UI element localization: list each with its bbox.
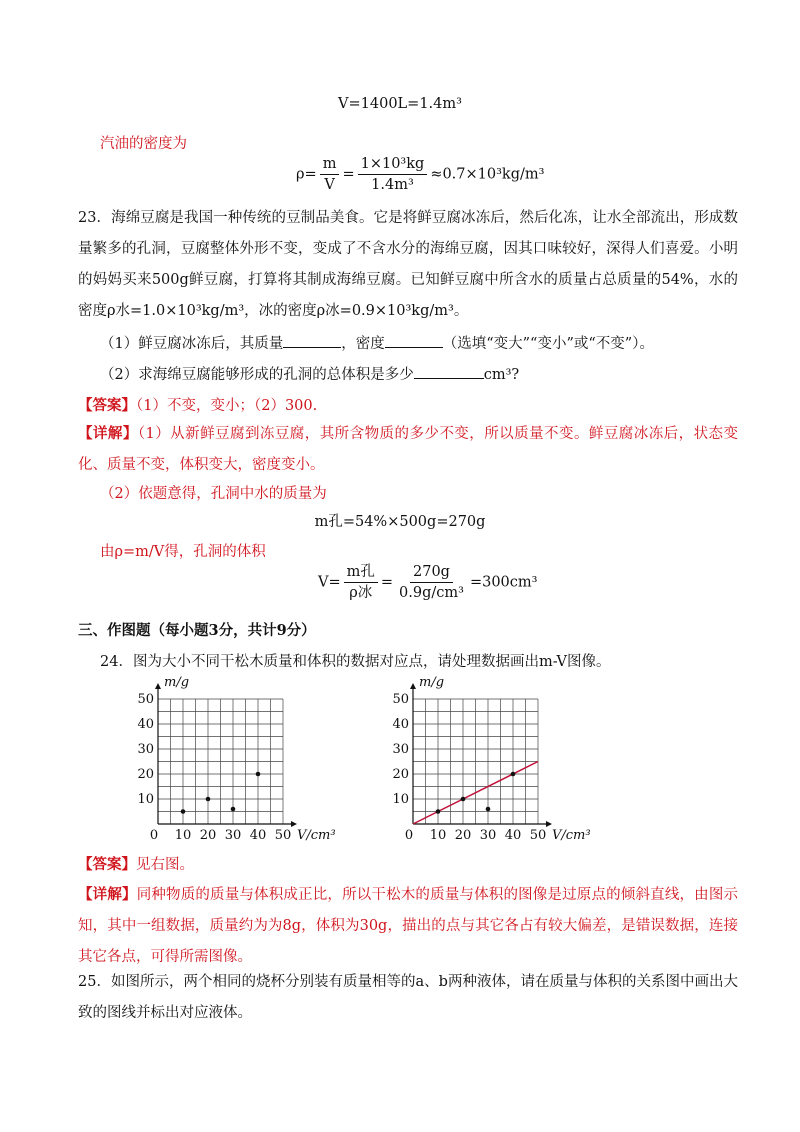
numerator: 270g [410,563,453,583]
detail-text: 同种物质的质量与体积成正比，所以干松木的质量与体积的图像是过原点的倾斜直线，由图示知，其中一组数据，质量约为为8g，体积为30g，描出的点与其它各占有较大偏差，是错误数据，连接其它各点，可得所需图像。 [78,887,739,965]
formula-hole-volume [318,563,537,602]
formula-rhs: =300cm³ [469,574,538,591]
sub2-text-b: cm³? [483,367,520,383]
x-tick-label: 40 [504,828,522,843]
answer-tag: 【答案】 [78,856,136,873]
data-point [436,809,441,814]
gas-density-label: 汽油的密度为 [100,136,187,152]
y-axis-arrow [410,683,416,689]
x-tick-label: 20 [199,828,217,843]
formula-water-mass: m孔=54%×500g=270g [314,514,486,530]
formula-rhs: ≈0.7×10³kg/m³ [430,166,545,183]
y-tick-label: 20 [137,767,154,782]
numerator: m孔 [344,563,378,583]
x-tick-label: 10 [429,828,447,843]
q23-sub1 [100,332,654,353]
answer-blank[interactable] [414,364,484,379]
detail-tag: 【详解】 [78,425,138,442]
data-point [461,797,466,802]
y-axis-label: m/g [419,675,445,690]
answer-tag: 【答案】 [78,397,136,414]
numerator: m [320,155,340,175]
fraction-values [358,155,428,194]
chart-left [130,672,336,843]
formula-volume: V=1400L=1.4m³ [338,96,462,112]
formula-lhs: V= [318,574,341,591]
equals: = [342,166,355,183]
y-tick-label: 40 [392,717,409,732]
x-tick-label: 30 [479,828,497,843]
x-axis-label: V/cm³ [297,828,336,843]
data-point [511,772,516,777]
answer-blank[interactable] [283,333,341,348]
q24-detail [78,879,738,973]
detail-tag: 【详解】 [78,886,137,903]
section-title: 三、作图题（每小题3分，共计9分） [78,622,316,639]
x-tick-label: 30 [224,828,242,843]
formula-lhs: ρ= [296,166,317,183]
data-point [486,807,491,812]
x-axis-label: V/cm³ [552,828,591,843]
q23-sub2 [100,363,519,384]
q23-stem: 23．海绵豆腐是我国一种传统的豆制品美食。它是将鲜豆腐冰冻后，然后化冻，让水全部流出，形成数量繁多的孔洞，豆腐整体外形不变，变成了不含水分的海绵豆腐，因其口味较好，深得人们喜爱。小明的妈妈买来500g鲜豆腐，打算将其制成海绵豆腐。已知鲜豆腐中所含水的质量占总质量的54%，水的密度ρ水=1.0×10³kg/m³，冰的密度ρ冰=0.9×10³kg/m³。 [78,210,738,319]
denominator: V [324,177,335,193]
chart-right [385,672,595,842]
data-point [256,772,261,777]
y-tick-label: 30 [392,742,409,757]
x-tick-label: 20 [454,828,472,843]
x-tick-label: 10 [174,828,192,843]
q23-detail [78,418,738,481]
x-tick-label: 0 [149,828,159,843]
y-tick-label: 10 [392,792,409,807]
q25-stem: 25．如图所示，两个相同的烧杯分别装有质量相等的a、b两种液体，请在质量与体积的关系图中画出大致的图线并标出对应液体。 [78,974,738,1021]
sub1-text-b: ，密度 [341,336,385,352]
sub2-text-a: （2）求海绵豆腐能够形成的孔洞的总体积是多少 [100,367,414,383]
fraction-values [396,563,467,602]
sub1-text-a: （1）鲜豆腐冰冻后，其质量 [100,336,284,352]
y-axis-label: m/g [164,675,190,690]
y-tick-label: 20 [392,767,409,782]
y-tick-label: 10 [137,792,154,807]
y-tick-label: 50 [392,692,409,707]
y-axis-arrow [155,683,161,689]
answer-text: 见右图。 [136,857,194,873]
q23-detail-2: （2）依题意得，孔洞中水的质量为 [100,486,327,502]
x-tick-label: 0 [404,828,414,843]
detail-text: （1）从新鲜豆腐到冻豆腐，其所含物质的多少不变，所以质量不变。鲜豆腐冰冻后，状态变化、质量不变，体积变大，密度变小。 [78,426,738,473]
x-axis-arrow [291,821,297,827]
y-tick-label: 30 [137,742,154,757]
data-point [206,797,211,802]
x-tick-label: 50 [529,828,547,843]
q23-detail-3: 由ρ=m/V得，孔洞的体积 [100,544,266,560]
data-point [231,807,236,812]
x-axis-arrow [546,821,552,827]
x-tick-label: 50 [274,828,292,843]
equals: = [380,574,394,591]
numerator: 1×10³kg [358,155,428,175]
answer-blank[interactable] [385,333,443,348]
y-tick-label: 40 [137,717,154,732]
denominator: 1.4m³ [371,177,414,193]
data-point [181,809,186,814]
q24-stem: 24．图为大小不同干松木质量和体积的数据对应点，请处理数据画出m-V图像。 [100,654,611,670]
fraction-m-over-v [320,155,340,194]
denominator: 0.9g/cm³ [399,585,464,601]
x-tick-label: 40 [249,828,267,843]
q23-answer [78,394,317,415]
q24-answer [78,853,194,874]
denominator: ρ冰 [349,585,373,601]
y-tick-label: 50 [137,692,154,707]
sub1-text-c: （选填“变大”“变小”或“不变”）。 [442,336,654,352]
fraction-symbolic [344,563,378,602]
answer-text: （1）不变，变小；（2）300. [136,398,318,414]
formula-density [296,155,544,194]
